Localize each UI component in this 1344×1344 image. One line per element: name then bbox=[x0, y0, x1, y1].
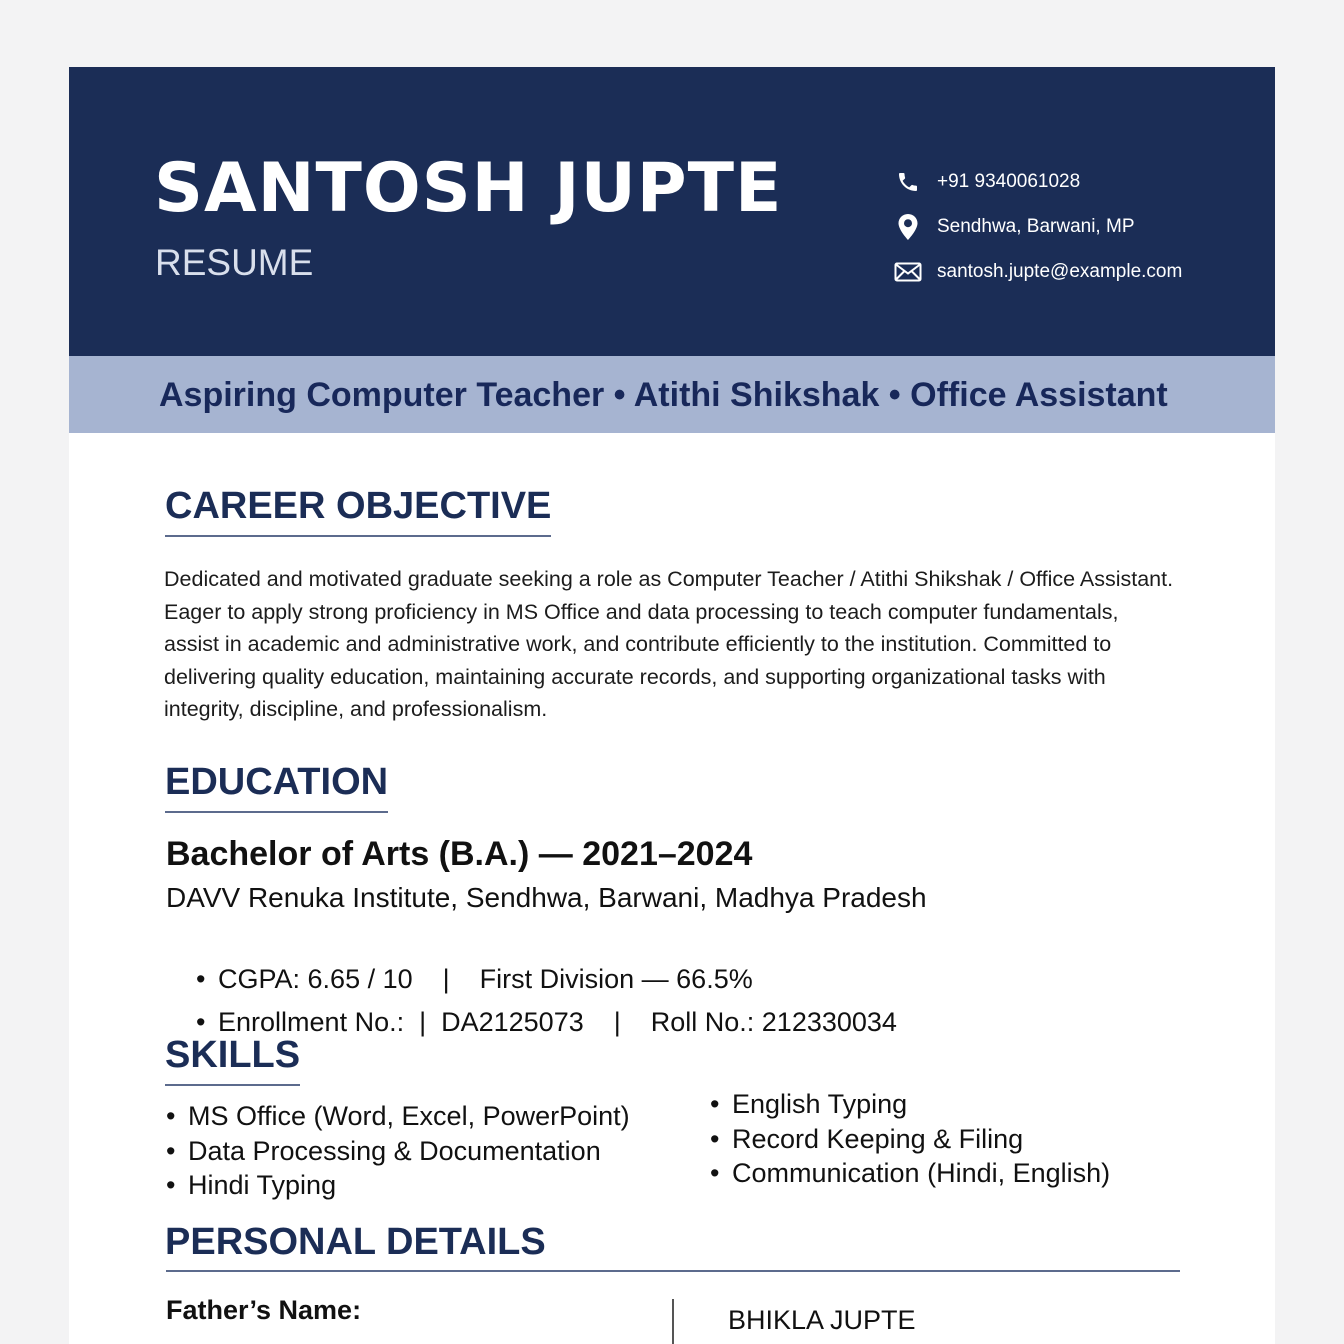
tagline: Aspiring Computer Teacher • Atithi Shikshak • Office Assistant bbox=[159, 376, 1168, 414]
skills-list-right bbox=[710, 1087, 1110, 1191]
skill-item: • Data Processing & Documentation bbox=[166, 1135, 601, 1166]
contact-location-text: Sendhwa, Barwani, MP bbox=[937, 215, 1135, 237]
objective-line: delivering quality education, maintaining accurate records, and supporting organizational tasks with bbox=[164, 664, 1106, 689]
resume-subtitle: RESUME bbox=[155, 242, 314, 283]
contact-phone bbox=[893, 159, 1253, 204]
phone-icon bbox=[893, 169, 923, 195]
section-title-personal-details: PERSONAL DETAILS bbox=[165, 1221, 546, 1263]
section-title-education: EDUCATION bbox=[165, 763, 388, 813]
skill-item: • English Typing bbox=[710, 1089, 908, 1119]
bullet: • bbox=[196, 1007, 206, 1037]
contact-phone-text[interactable]: +91 9340061028 bbox=[937, 170, 1081, 192]
objective-line: assist in academic and administrative work, and contribute efficiently to the institution. Committed to bbox=[164, 632, 1112, 656]
contact-email-text[interactable]: santosh.jupte@example.com bbox=[937, 260, 1183, 282]
resume-page bbox=[69, 67, 1275, 1344]
section-title-career-objective: CAREER OBJECTIVE bbox=[165, 487, 551, 537]
tagline-bar bbox=[69, 356, 1275, 433]
objective-line: Dedicated and motivated graduate seeking a role as Computer Teacher / Atithi Shikshak / Office Assistant. bbox=[164, 567, 1174, 591]
resume-header bbox=[69, 67, 1275, 356]
section-rule bbox=[166, 1270, 1180, 1272]
fathers-name-value: BHIKLA JUPTE bbox=[728, 1305, 916, 1335]
objective-line: Eager to apply strong proficiency in MS Office and data processing to teach computer fundamentals, bbox=[164, 599, 1119, 624]
skill-item: • Record Keeping & Filing bbox=[710, 1123, 1024, 1154]
column-divider bbox=[672, 1299, 674, 1344]
location-pin-icon bbox=[893, 214, 923, 240]
education-institution: DAVV Renuka Institute, Sendhwa, Barwani, Madhya Pradesh bbox=[166, 882, 927, 913]
education-cgpa-division: CGPA: 6.65 / 10 | First Division — 66.5% bbox=[218, 964, 753, 994]
education-degree: Bachelor of Arts (B.A.) — 2021–2024 bbox=[166, 835, 753, 873]
mail-icon bbox=[893, 259, 923, 285]
career-objective-text bbox=[164, 563, 1224, 726]
bullet: • bbox=[196, 964, 206, 994]
skill-item: • Hindi Typing bbox=[166, 1170, 337, 1200]
skill-item: • MS Office (Word, Excel, PowerPoint) bbox=[166, 1101, 630, 1131]
objective-line: integrity, discipline, and professionalism. bbox=[164, 697, 548, 721]
contact-location bbox=[893, 204, 1253, 249]
fathers-name-label: Father’s Name: bbox=[166, 1295, 362, 1325]
skill-item: • Communication (Hindi, English) bbox=[710, 1158, 1111, 1188]
candidate-name: SANTOSH JUPTE bbox=[154, 149, 783, 228]
contact-email bbox=[893, 249, 1253, 294]
skills-list-left bbox=[166, 1099, 630, 1203]
section-title-skills: SKILLS bbox=[165, 1036, 300, 1086]
education-enrollment-roll: Enrollment No.: | DA2125073 | Roll No.: 212330034 bbox=[218, 1007, 897, 1037]
contact-block bbox=[893, 159, 1253, 294]
